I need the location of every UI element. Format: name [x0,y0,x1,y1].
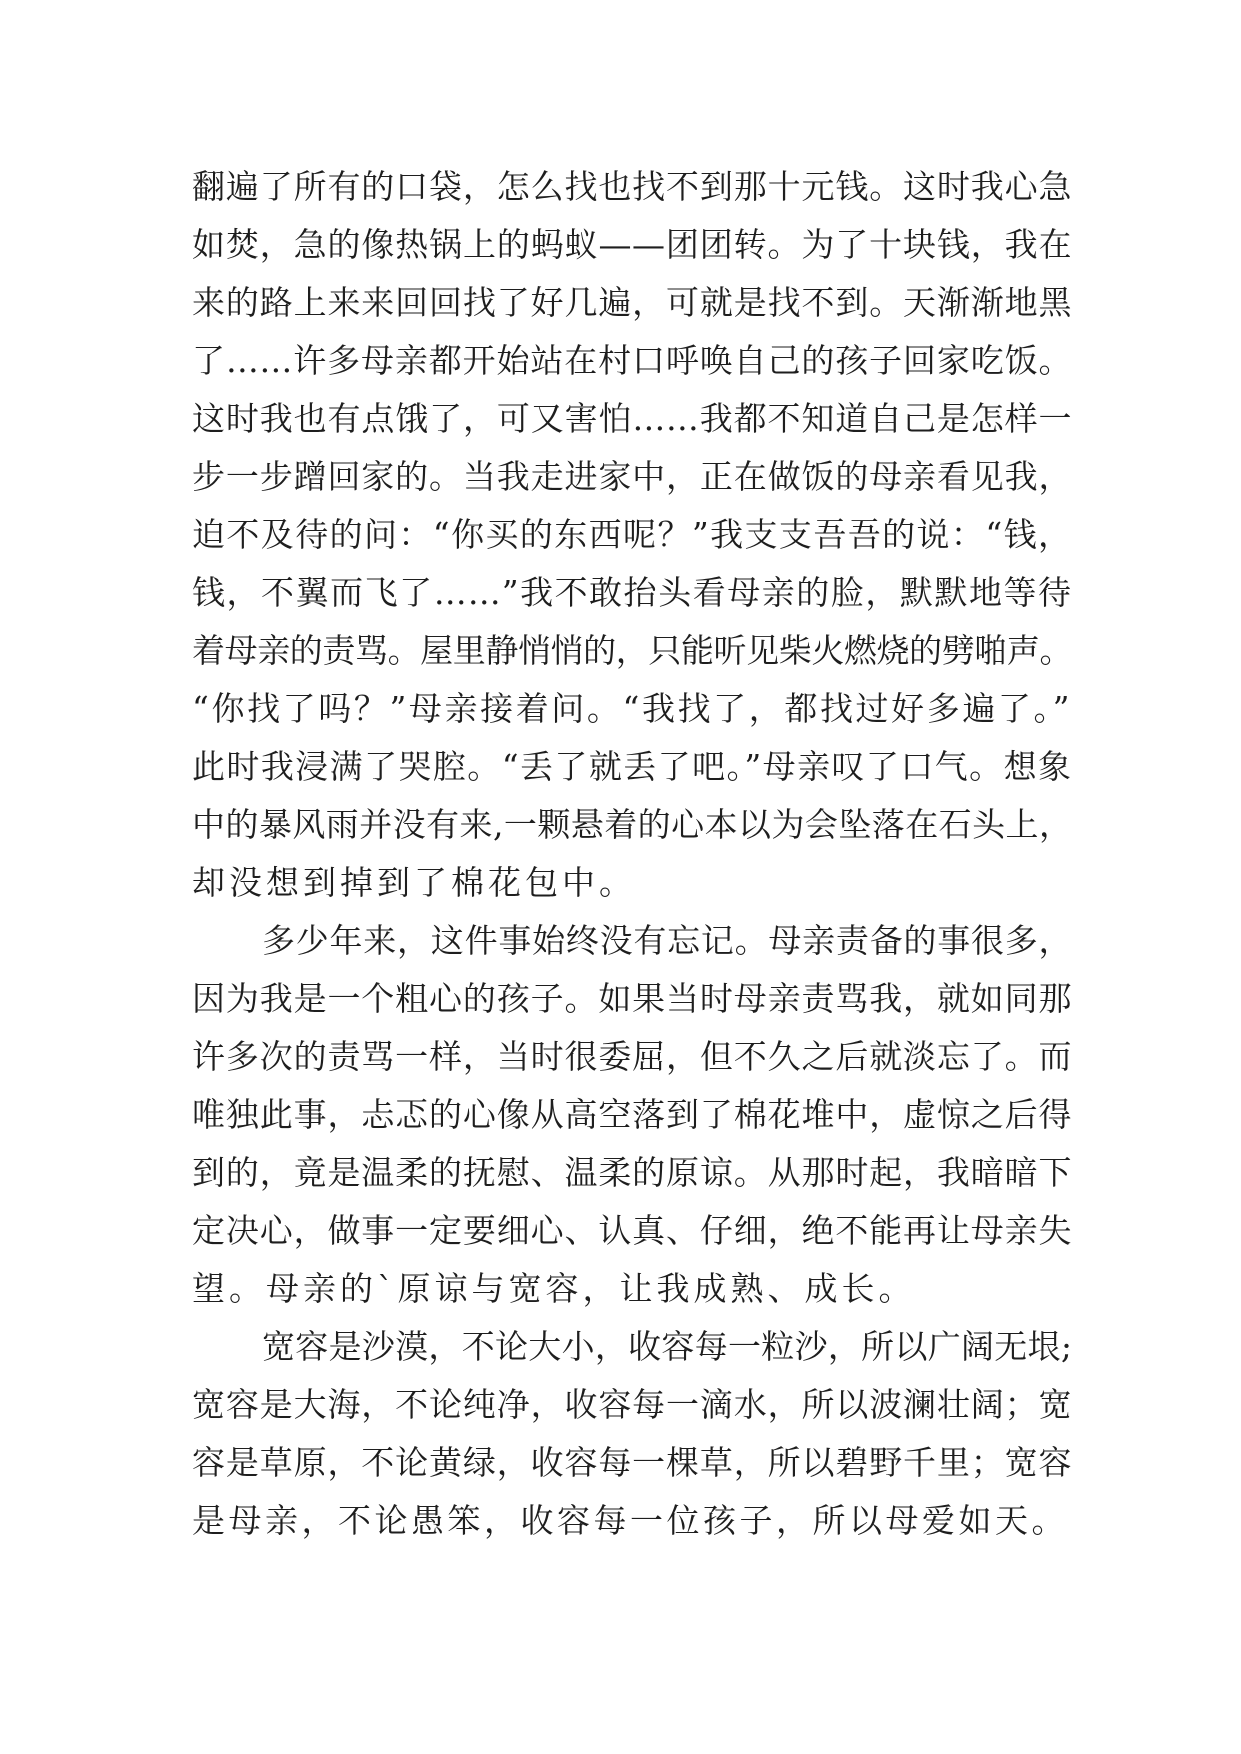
text-line: 钱，不翼而飞了……”我不敢抬头看母亲的脸，默默地等待 [192,573,1072,612]
text-line: 如焚，急的像热锅上的蚂蚁——团团转。为了十块钱，我在 [192,225,1072,264]
text-line: 中的暴风雨并没有来,一颗悬着的心本以为会坠落在石头上， [192,805,1072,844]
text-line: 却没想到掉到了棉花包中。 [192,863,636,902]
paragraph-2 [192,912,1072,1318]
text-line: 望。母亲的`原谅与宽容，让我成熟、成长。 [192,1269,916,1308]
text-line: 来的路上来来回回找了好几遍，可就是找不到。天渐渐地黑 [192,283,1072,322]
text-line: 是母亲，不论愚笨，收容每一位孩子，所以母爱如天。 [192,1501,1068,1540]
text-line: 因为我是一个粗心的孩子。如果当时母亲责骂我，就如同那 [192,979,1072,1018]
text-line: 迫不及待的问：“你买的东西呢？”我支支吾吾的说：“钱， [192,515,1072,554]
document-page [192,158,1072,1550]
text-line: 了……许多母亲都开始站在村口呼唤自己的孩子回家吃饭。 [192,341,1072,380]
text-line: 翻遍了所有的口袋，怎么找也找不到那十元钱。这时我心急 [192,167,1072,206]
text-line: 多少年来，这件事始终没有忘记。母亲责备的事很多， [262,921,1072,960]
text-line: 这时我也有点饿了，可又害怕……我都不知道自己是怎样一 [192,399,1072,438]
text-line: 唯独此事，忐忑的心像从高空落到了棉花堆中，虚惊之后得 [192,1095,1072,1134]
text-line: 着母亲的责骂。屋里静悄悄的，只能听见柴火燃烧的劈啪声。 [192,631,1072,670]
text-line: 到的，竟是温柔的抚慰、温柔的原谅。从那时起，我暗暗下 [192,1153,1072,1192]
text-line: 定决心，做事一定要细心、认真、仔细，绝不能再让母亲失 [192,1211,1072,1250]
text-line: 许多次的责骂一样，当时很委屈，但不久之后就淡忘了。而 [192,1037,1072,1076]
text-line: 此时我浸满了哭腔。“丢了就丢了吧。”母亲叹了口气。想象 [192,747,1072,786]
text-line: 宽容是大海，不论纯净，收容每一滴水，所以波澜壮阔；宽 [192,1385,1072,1424]
paragraph-1 [192,158,1072,912]
text-line: 步一步蹭回家的。当我走进家中，正在做饭的母亲看见我， [192,457,1072,496]
paragraph-3 [192,1318,1072,1550]
text-line: 宽容是沙漠，不论大小，收容每一粒沙，所以广阔无垠; [262,1327,1072,1366]
text-line: “你找了吗？”母亲接着问。“我找了，都找过好多遍了。” [192,689,1072,728]
text-line: 容是草原，不论黄绿，收容每一棵草，所以碧野千里；宽容 [192,1443,1072,1482]
